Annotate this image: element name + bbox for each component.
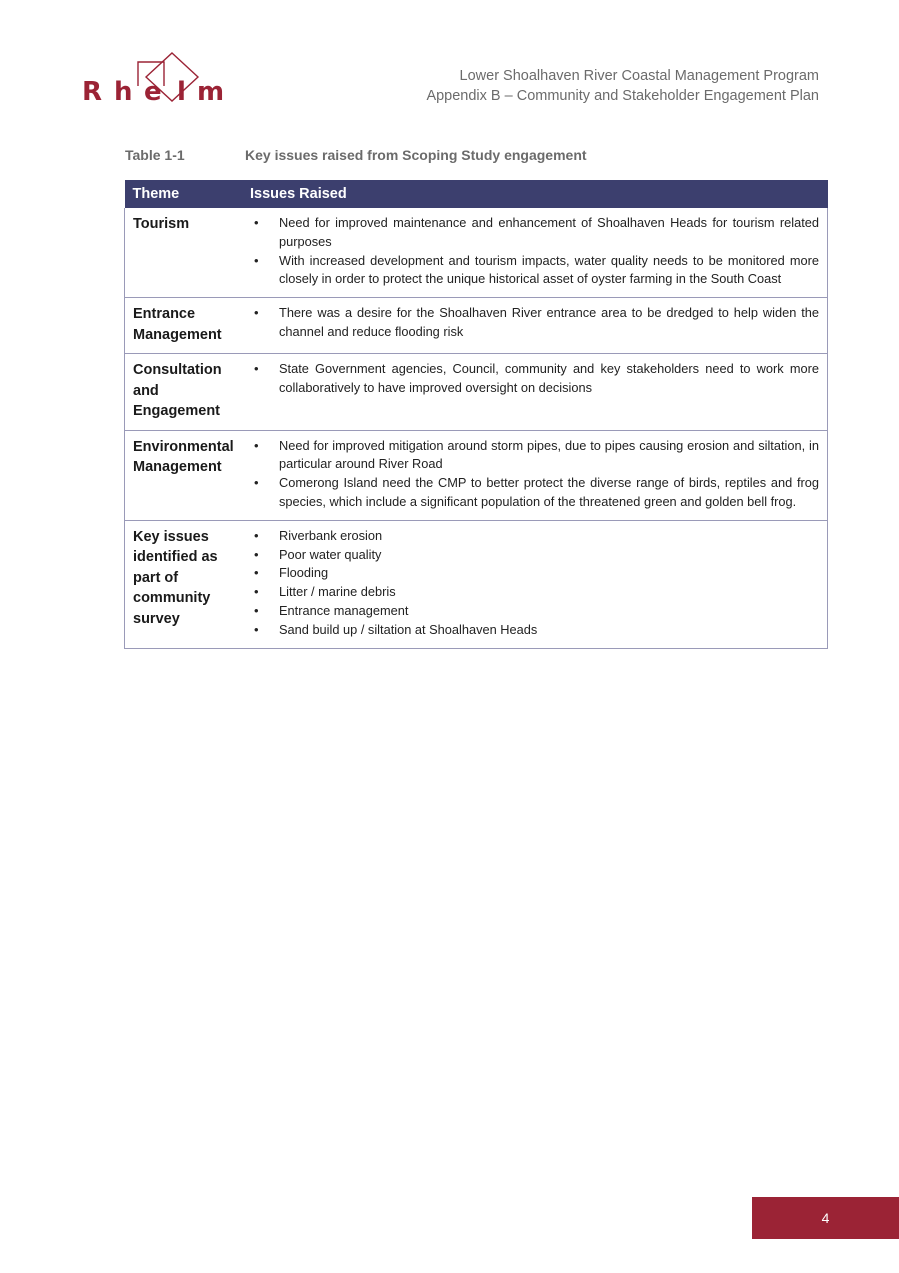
theme-cell: Consultation and Engagement [125,354,243,431]
issue-item: • Need for improved maintenance and enhancement of Shoalhaven Heads for tourism related purposes [250,214,819,252]
document-header [426,66,819,106]
issues-table [124,180,828,649]
theme-cell: Entrance Management [125,298,243,354]
issue-item: • Comerong Island need the CMP to better protect the diverse range of birds, reptiles and frog species, which include a significant population of the threatened green and golden bell frog. [250,474,819,512]
issue-item: • Litter / marine debris [250,583,819,602]
theme-cell: Tourism [125,208,243,298]
issue-item: • Flooding [250,564,819,583]
issue-item: • Poor water quality [250,546,819,565]
issues-list [250,304,819,342]
issues-cell [242,430,828,520]
table-header-row [125,180,828,208]
issue-item: • Riverbank erosion [250,527,819,546]
company-logo [80,50,240,106]
logo-letter-r: R [82,77,103,106]
issues-cell [242,520,828,648]
page-number: 4 [752,1197,899,1239]
issue-item: • Sand build up / siltation at Shoalhaven Heads [250,621,819,640]
issue-item: • There was a desire for the Shoalhaven River entrance area to be dredged to help widen the channel and reduce flooding risk [250,304,819,342]
table-row [125,208,828,298]
table-caption [125,147,587,163]
header-appendix-title: Appendix B – Community and Stakeholder Engagement Plan [426,88,819,104]
table-row [125,520,828,648]
table-row [125,354,828,431]
logo-letter-l: l [177,77,186,106]
table-row [125,430,828,520]
logo-letter-e: e [144,77,162,106]
issues-cell [242,354,828,431]
issues-cell [242,298,828,354]
issues-list [250,214,819,289]
issues-list [250,360,819,398]
header-theme: Theme [125,180,243,208]
issues-list [250,527,819,640]
issue-item: • With increased development and tourism impacts, water quality needs to be monitored more closely in order to protect the unique historical asset of oyster farming in the South Coast [250,252,819,290]
logo-letter-h: h [114,77,133,106]
theme-cell: Key issues identified as part of community survey [125,520,243,648]
table-title: Key issues raised from Scoping Study engagement [245,147,587,163]
issues-list [250,437,819,512]
header-program-title: Lower Shoalhaven River Coastal Management Program [459,68,819,84]
issues-cell [242,208,828,298]
logo-letter-m: m [197,77,225,106]
table-row [125,298,828,354]
theme-cell: Environmental Management [125,430,243,520]
issue-item: • Entrance management [250,602,819,621]
table-number: Table 1-1 [125,147,185,163]
issue-item: • State Government agencies, Council, community and key stakeholders need to work more collaboratively to have improved oversight on decisions [250,360,819,398]
header-issues-raised: Issues Raised [242,180,828,208]
issue-item: • Need for improved mitigation around storm pipes, due to pipes causing erosion and siltation, in particular around River Road [250,437,819,475]
